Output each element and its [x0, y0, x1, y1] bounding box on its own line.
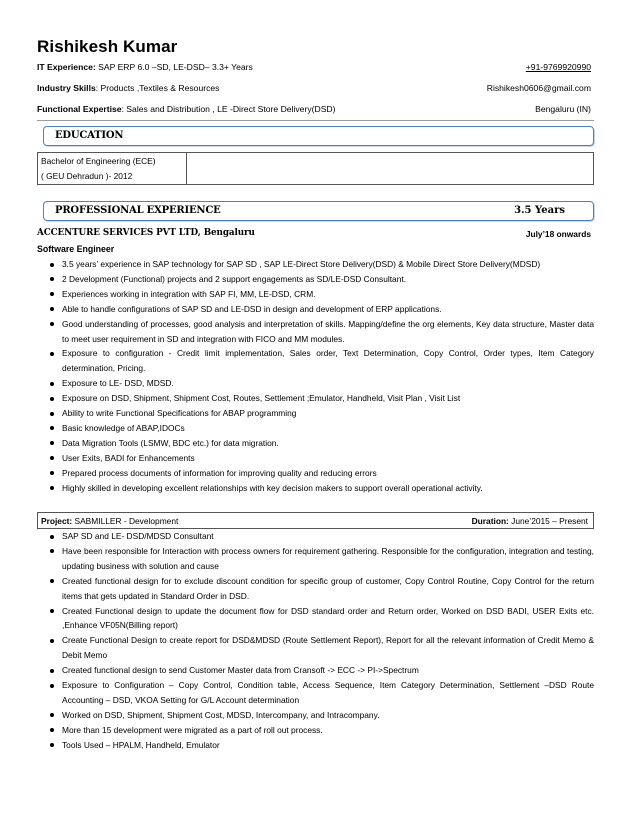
bullet-icon — [50, 639, 54, 643]
bullet-icon — [50, 322, 54, 326]
bullet-icon — [50, 307, 54, 311]
bullet-icon — [50, 728, 54, 732]
list-item: Worked on DSD, Shipment, Shipment Cost, MDSD, Intercompany, and Intracompany. — [37, 708, 594, 723]
list-item: Create Functional Design to create report for DSD&MDSD (Route Settlement Report), Report for all the relevant information of Credit Memo & Debit Memo — [37, 633, 594, 663]
bullet-icon — [50, 263, 54, 267]
bullet-icon — [50, 684, 54, 688]
it-experience-line — [37, 62, 253, 72]
location: Bengaluru (IN) — [535, 104, 591, 114]
list-item: SAP SD and LE- DSD/MDSD Consultant — [37, 529, 594, 544]
employment-dates: July’18 onwards — [525, 229, 591, 239]
experience-bullet-list — [37, 257, 594, 496]
list-item: Created Functional design to update the document flow for DSD standard order and Return order, Worked on DSD BADI, USER Exits etc. ,Enhance VF05N(Billing report) — [37, 604, 594, 634]
list-item: Basic knowledge of ABAP,IDOCs — [37, 421, 594, 436]
it-experience-value: SAP ERP 6.0 –SD, LE-DSD– 3.3+ Years — [95, 62, 253, 72]
education-section-header — [43, 126, 594, 146]
functional-expertise-label: Functional Expertise — [37, 104, 122, 114]
list-item: Data Migration Tools (LSMW, BDC etc.) for data migration. — [37, 436, 594, 451]
list-item: Highly skilled in developing excellent relationships with key decision makers to support overall operational activity. — [37, 481, 594, 496]
list-item: User Exits, BADI for Enhancements — [37, 451, 594, 466]
list-item: Experiences working in integration with SAP FI, MM, LE-DSD, CRM. — [37, 287, 594, 302]
list-item: Tools Used – HPALM, Handheld, Emulator — [37, 738, 594, 753]
bullet-icon — [50, 352, 54, 356]
email-address[interactable]: Rishikesh0606@gmail.com — [486, 83, 591, 93]
experience-title: PROFESSIONAL EXPERIENCE — [55, 205, 221, 216]
bullet-icon — [50, 471, 54, 475]
bullet-icon — [50, 609, 54, 613]
functional-expertise-line — [37, 104, 336, 114]
list-item: Exposure to configuration - Credit limit implementation, Sales order, Text Determination, Copy Control, Order types, Item Category determination, Pricing. — [37, 346, 594, 376]
degree-institution: ( GEU Dehradun )- 2012 — [41, 171, 133, 181]
project-label: Project: — [41, 516, 73, 526]
bullet-icon — [50, 292, 54, 296]
list-item: Created functional design to send Customer Master data from Cransoft -> ECC -> PI->Spectrum — [37, 663, 594, 678]
industry-skills-label: Industry Skills — [37, 83, 96, 93]
bullet-icon — [50, 382, 54, 386]
list-item: Good understanding of processes, good analysis and interpretation of skills. Mapping/define the org elements, Key data structure, Master data to meet user requirement in SD and integration with FICO and MM modules. — [37, 317, 594, 347]
list-item: Able to handle configurations of SAP SD and LE-DSD in design and development of ERP applications. — [37, 302, 594, 317]
list-item: Exposure on DSD, Shipment, Shipment Cost, Routes, Settlement ;Emulator, Handheld, Visit Plan , Visit List — [37, 391, 594, 406]
bullet-icon — [50, 486, 54, 490]
functional-expertise-value: : Sales and Distribution , LE -Direct Store Delivery(DSD) — [121, 104, 336, 114]
list-item: Ability to write Functional Specifications for ABAP programming — [37, 406, 594, 421]
bullet-icon — [50, 456, 54, 460]
bullet-icon — [50, 549, 54, 553]
list-item: 3.5 years’ experience in SAP technology for SAP SD , SAP LE-Direct Store Delivery(DSD) & Mobile Direct Store Delivery(MDSD) — [37, 257, 594, 272]
bullet-icon — [50, 426, 54, 430]
education-cell — [38, 153, 187, 184]
industry-skills-line — [37, 83, 219, 93]
header-divider — [37, 120, 594, 121]
list-item: Exposure to LE- DSD, MDSD. — [37, 376, 594, 391]
it-experience-label: IT Experience: — [37, 62, 96, 72]
phone-number[interactable]: +91-9769920990 — [525, 62, 591, 72]
list-item: 2 Development (Functional) projects and 2 support engagements as SD/LE-DSD Consultant. — [37, 272, 594, 287]
experience-section-header — [43, 201, 594, 221]
bullet-icon — [50, 441, 54, 445]
bullet-icon — [50, 669, 54, 673]
project-header-table — [37, 512, 594, 529]
bullet-icon — [50, 743, 54, 747]
project-bullet-list — [37, 529, 594, 753]
experience-total: 3.5 Years — [514, 205, 565, 216]
project-duration — [472, 516, 588, 526]
list-item: Created functional design for to exclude discount condition for specific group of customer, Copy Control Routine, Copy Control for the return items that gets updated in Standard Order in DSD. — [37, 574, 594, 604]
list-item: More than 15 development were migrated as a part of roll out process. — [37, 723, 594, 738]
bullet-icon — [50, 535, 54, 539]
company-name: ACCENTURE SERVICES PVT LTD, Bengaluru — [37, 228, 255, 238]
education-table — [37, 152, 594, 185]
bullet-icon — [50, 397, 54, 401]
project-value: SABMILLER - Development — [72, 516, 179, 526]
bullet-icon — [50, 713, 54, 717]
duration-value: June’2015 – Present — [508, 516, 588, 526]
candidate-name: Rishikesh Kumar — [37, 37, 178, 56]
list-item: Exposure to Configuration – Copy Control, Condition table, Access Sequence, Item Category Determination, Settlement –DSD Route Accounting – DSD, VKOA Setting for G/L Account determination — [37, 678, 594, 708]
bullet-icon — [50, 412, 54, 416]
job-role: Software Engineer — [37, 244, 115, 254]
industry-skills-value: : Products ,Textiles & Resources — [95, 83, 220, 93]
bullet-icon — [50, 579, 54, 583]
list-item: Prepared process documents of information for improving quality and reducing errors — [37, 466, 594, 481]
list-item: Have been responsible for Interaction with process owners for requirement gathering. Responsible for the configuration, integration and testing, updating business with solution and cause — [37, 544, 594, 574]
degree-name: Bachelor of Engineering (ECE) — [41, 156, 156, 166]
bullet-icon — [50, 277, 54, 281]
project-title — [41, 516, 178, 526]
duration-label: Duration: — [471, 516, 509, 526]
education-title: EDUCATION — [55, 130, 124, 141]
